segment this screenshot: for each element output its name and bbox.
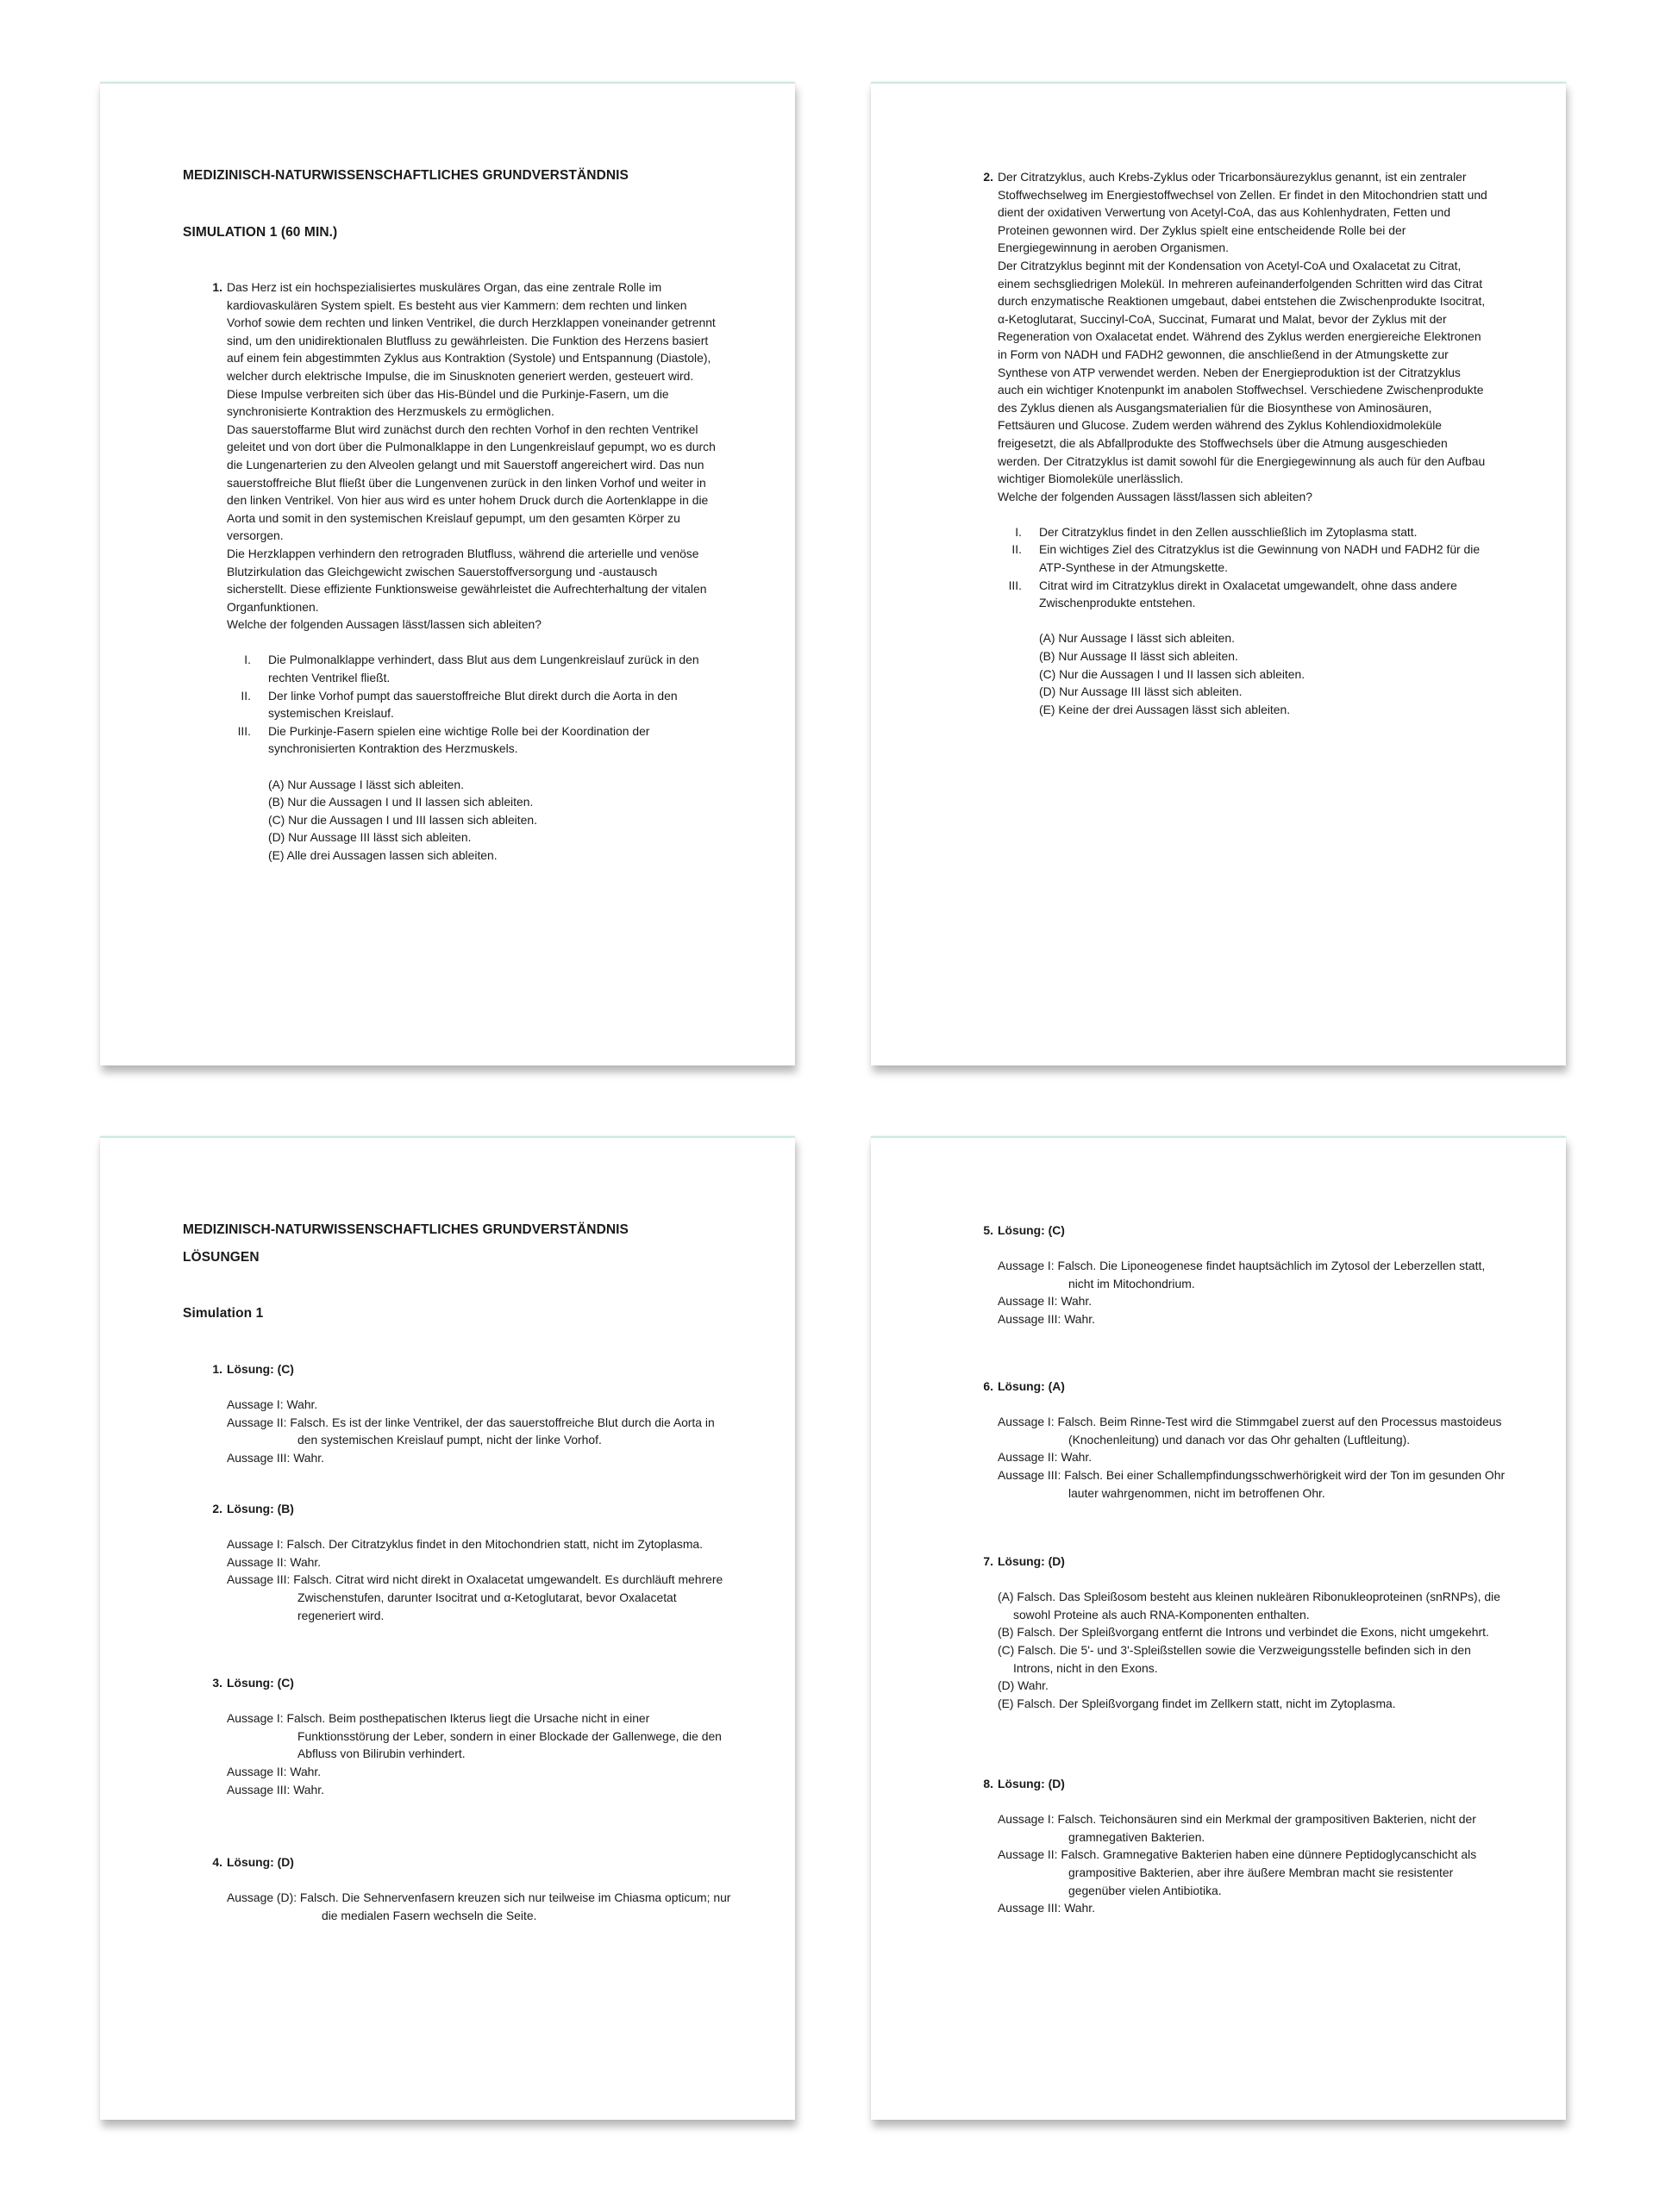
solution-number: 3. — [212, 1676, 222, 1690]
solution-entry: (C) Falsch. Die 5'- und 3'-Spleißstellen sowie die Verzweigungsstelle befinden sich in den Introns, nicht in den Exons. — [998, 1642, 1471, 1675]
page-title: MEDIZINISCH-NATURWISSENSCHAFTLICHES GRUNDVERSTÄNDNIS — [183, 1222, 629, 1237]
solution-heading: Lösung: (C) — [227, 1676, 294, 1690]
page-subtitle: SIMULATION 1 (60 MIN.) — [183, 225, 338, 240]
question-paragraph: Der Citratzyklus beginnt mit der Kondensation von Acetyl-CoA und Oxalacetat zu Citrat, einem sechsgliedrigen Molekül. In mehreren aufeinanderfolgenden Schritten wird das Citrat durch enzymatische Reaktionen umgebaut, dabei entstehen die Zwischenprodukte Isocitrat, α-Ketoglutarat, Succinyl-CoA, Succinat, Fumarat und Malat, bevor der Zyklus mit der Regeneration von Oxalacetat endet. Während des Zyklus werden energiereiche Elektronen in Form von NADH und FADH2 gewonnen, die anschließend in der Atmungskette zur Synthese von ATP verwendet werden. Neben der Energieproduktion ist der Citratzyklus auch ein wichtiger Knotenpunkt im anabolen Stoffwechsel. Verschiedene Zwischenprodukte des Zyklus dienen als Ausgangsmaterialien für die Biosynthese von Aminosäuren, Fettsäuren und Glucose. Zudem werden während des Zyklus Kohlendioxidmoleküle freigesetzt, die als Abfallprodukte des Stoffwechsels über die Atmung ausgeschieden werden. Der Citratzyklus ist damit sowohl für die Energiegewinnung als auch für den Aufbau wichtiger Biomoleküle unerlässlich. — [998, 258, 1486, 486]
solution-entry: Aussage III: Wahr. — [227, 1450, 324, 1465]
statement — [227, 651, 717, 686]
statement-text: Ein wichtiges Ziel des Citratzyklus ist die Gewinnung von NADH und FADH2 für die ATP-Synthese in der Atmungskette. — [1039, 542, 1481, 575]
statement-numeral: II. — [1011, 542, 1022, 557]
question-1 — [183, 278, 717, 865]
statement-list — [227, 651, 717, 758]
statement-text: Citrat wird im Citratzyklus direkt in Oxalacetat umgewandelt, ohne dass andere Zwischenprodukte entstehen. — [1039, 578, 1457, 610]
solution-heading: Lösung: (C) — [998, 1223, 1065, 1237]
statement-list — [998, 523, 1488, 612]
answer-option: (C) Nur die Aussagen I und II lassen sich ableiten. — [1039, 666, 1305, 681]
answer-option: (E) Alle drei Aussagen lassen sich ableiten. — [268, 848, 498, 862]
answer-option: (E) Keine der drei Aussagen lässt sich ableiten. — [1039, 702, 1291, 716]
solution-number: 6. — [983, 1379, 993, 1393]
solution-5 — [954, 1222, 1506, 1328]
statement-numeral: III. — [1008, 578, 1022, 592]
statement — [998, 541, 1488, 576]
solution-number: 5. — [983, 1223, 993, 1237]
statement-numeral: I. — [244, 653, 251, 667]
solution-entries — [227, 1709, 735, 1798]
question-2 — [954, 168, 1488, 718]
statement-numeral: I. — [1015, 524, 1022, 539]
solution-heading: Lösung: (B) — [227, 1502, 294, 1515]
solution-entry: Aussage III: Falsch. Citrat wird nicht direkt in Oxalacetat umgewandelt. Es durchläuft mehrere Zwischenstufen, darunter Isocitrat und α-Ketoglutarat, bevor Oxalacetat regeneriert wird. — [227, 1572, 723, 1622]
solution-entry: Aussage III: Wahr. — [227, 1782, 324, 1796]
answer-options — [268, 776, 717, 865]
document-page-4 — [871, 1136, 1566, 2120]
question-number: 2. — [983, 170, 993, 184]
solution-entry: Aussage I: Falsch. Teichonsäuren sind ein Merkmal der grampositiven Bakterien, nicht der gramnegativen Bakterien. — [998, 1812, 1476, 1844]
answer-option: (C) Nur die Aussagen I und III lassen sich ableiten. — [268, 812, 537, 827]
solution-7 — [954, 1553, 1506, 1712]
solution-6 — [954, 1378, 1506, 1502]
answer-option: (D) Nur Aussage III lässt sich ableiten. — [268, 830, 472, 845]
solution-entry: Aussage I: Falsch. Beim Rinne-Test wird die Stimmgabel zuerst auf den Processus mastoideus (Knochenleitung) und danach vor das Ohr gehalten (Luftleitung). — [998, 1415, 1502, 1447]
document-page-1 — [100, 82, 795, 1065]
solution-entry: Aussage I: Falsch. Beim posthepatischen Ikterus liegt die Ursache nicht in einer Funktionsstörung der Leber, sondern in einer Blockade der Gallenwege, die den Abfluss von Bilirubin verhindert. — [227, 1711, 722, 1761]
solution-heading: Lösung: (D) — [998, 1777, 1065, 1790]
answer-option: (A) Nur Aussage I lässt sich ableiten. — [1039, 631, 1235, 646]
solution-heading: Lösung: (A) — [998, 1379, 1065, 1393]
statement-text: Der Citratzyklus findet in den Zellen ausschließlich im Zytoplasma statt. — [1039, 524, 1418, 539]
solution-entries — [998, 1257, 1506, 1328]
statement — [998, 577, 1488, 612]
solution-entries — [227, 1889, 735, 1924]
question-prompt: Welche der folgenden Aussagen lässt/lassen sich ableiten? — [227, 617, 542, 632]
solution-number: 8. — [983, 1777, 993, 1790]
solution-entries — [998, 1413, 1506, 1502]
answer-option: (A) Nur Aussage I lässt sich ableiten. — [268, 777, 464, 791]
solution-entry: (A) Falsch. Das Spleißosom besteht aus kleinen nukleären Ribonukleoproteinen (snRNPs), die sowohl Proteine als auch RNA-Komponenten enthalten. — [998, 1590, 1500, 1622]
answer-option: (B) Nur die Aussagen I und II lassen sich ableiten. — [268, 795, 534, 809]
solution-entry: (D) Wahr. — [998, 1678, 1049, 1693]
solution-8 — [954, 1775, 1506, 1917]
solution-4 — [183, 1853, 735, 1924]
statement-numeral: II. — [241, 688, 251, 703]
solution-entry: Aussage II: Wahr. — [227, 1764, 322, 1778]
solution-number: 4. — [212, 1855, 222, 1869]
solution-entry: Aussage I: Falsch. Die Liponeogenese findet hauptsächlich im Zytosol der Leberzellen statt, nicht im Mitochondrium. — [998, 1259, 1486, 1290]
solution-entries — [998, 1810, 1506, 1917]
solution-2 — [183, 1500, 735, 1624]
solution-entries — [998, 1588, 1506, 1712]
section-heading: Simulation 1 — [183, 1306, 264, 1321]
solution-3 — [183, 1674, 735, 1798]
question-number: 1. — [212, 280, 222, 294]
question-paragraph: Das sauerstoffarme Blut wird zunächst durch den rechten Vorhof in den rechten Ventrikel geleitet und von dort über die Pulmonalklappe in den Lungenkreislauf gepumpt, wo es durch die Lungenarterien zu den Alveolen gelangt und mit Sauerstoff angereichert wird. Das nun sauerstoffreiche Blut fließt über die Lungenvenen zurück in den linken Vorhof und weiter in den linken Ventrikel. Von hier aus wird es unter hohem Druck durch die Aortenklappe in die Aorta und somit in den systemischen Kreislauf gepumpt, um den gesamten Körper zu versorgen. — [227, 422, 716, 543]
solution-heading: Lösung: (D) — [227, 1855, 294, 1869]
solution-number: 7. — [983, 1554, 993, 1568]
question-paragraph: Das Herz ist ein hochspezialisiertes muskuläres Organ, das eine zentrale Rolle im kardiovaskulären System spielt. Es besteht aus vier Kammern: dem rechten und linken Vorhof sowie dem rechten und linken Ventrikel, die durch Herzklappen voneinander getrennt sind, um den unidirektionalen Blutfluss zu gewährleisten. Die Funktion des Herzens basiert auf einem fein abgestimmten Zyklus aus Kontraktion (Systole) und Entspannung (Diastole), welcher durch elektrische Impulse, die im Sinusknoten generiert werden, gesteuert wird. Diese Impulse verbreiten sich über das His-Bündel und die Purkinje-Fasern, um die synchronisierte Kontraktion des Herzmuskels zu ermöglichen. — [227, 280, 716, 419]
solution-entry: Aussage III: Wahr. — [998, 1901, 1095, 1915]
statement-text: Der linke Vorhof pumpt das sauerstoffreiche Blut direkt durch die Aorta in den systemischen Kreislauf. — [268, 688, 678, 721]
solution-number: 1. — [212, 1362, 222, 1376]
question-paragraph: Der Citratzyklus, auch Krebs-Zyklus oder Tricarbonsäurezyklus genannt, ist ein zentraler Stoffwechselweg im Energiestoffwechsel von Zellen. Er findet in den Mitochondrien statt und dient der oxidativen Verwertung von Acetyl-CoA, das aus Kohlenhydraten, Fetten und Proteinen gewonnen wird. Der Zyklus spielt eine entscheidende Rolle bei der Energiegewinnung in aeroben Organismen. — [998, 170, 1487, 255]
solution-entries — [227, 1396, 735, 1466]
solution-entry: Aussage I: Falsch. Der Citratzyklus findet in den Mitochondrien statt, nicht im Zytoplasma. — [227, 1537, 703, 1552]
answer-option: (D) Nur Aussage III lässt sich ableiten. — [1039, 684, 1243, 699]
solution-entry: Aussage III: Wahr. — [998, 1311, 1095, 1326]
question-prompt: Welche der folgenden Aussagen lässt/lassen sich ableiten? — [998, 489, 1312, 503]
page-title: MEDIZINISCH-NATURWISSENSCHAFTLICHES GRUNDVERSTÄNDNIS — [183, 168, 629, 183]
statement — [998, 523, 1488, 541]
solution-entry: Aussage II: Wahr. — [998, 1294, 1093, 1309]
solution-heading: Lösung: (D) — [998, 1554, 1065, 1568]
solution-entry: Aussage III: Falsch. Bei einer Schallempfindungsschwerhörigkeit wird der Ton im gesunden Ohr lauter wahrgenommen, nicht im betroffenen Ohr. — [998, 1467, 1506, 1500]
statement-numeral: III. — [237, 723, 251, 738]
statement — [227, 687, 717, 722]
statement-text: Die Pulmonalklappe verhindert, dass Blut aus dem Lungenkreislauf zurück in den rechten Ventrikel fließt. — [268, 653, 699, 685]
solution-entry: Aussage (D): Falsch. Die Sehnervenfasern kreuzen sich nur teilweise im Chiasma opticum; nur die medialen Fasern wechseln die Seite. — [227, 1890, 731, 1922]
page-subtitle: LÖSUNGEN — [183, 1250, 260, 1265]
solution-entry: Aussage II: Falsch. Gramnegative Bakterien haben eine dünnere Peptidoglycanschicht als grampositive Bakterien, aber ihre äußere Membran macht sie resistenter gegenüber vielen Antibiotika. — [998, 1847, 1477, 1897]
solution-entries — [227, 1535, 735, 1624]
statement — [227, 722, 717, 758]
document-page-3 — [100, 1136, 795, 2120]
solution-entry: Aussage I: Wahr. — [227, 1397, 318, 1412]
solution-entry: Aussage II: Wahr. — [998, 1450, 1093, 1465]
statement-text: Die Purkinje-Fasern spielen eine wichtige Rolle bei der Koordination der synchronisierten Kontraktion des Herzmuskels. — [268, 723, 650, 756]
solution-1 — [183, 1360, 735, 1467]
solution-entry: (E) Falsch. Der Spleißvorgang findet im Zellkern statt, nicht im Zytoplasma. — [998, 1696, 1396, 1710]
answer-option: (B) Nur Aussage II lässt sich ableiten. — [1039, 649, 1238, 664]
solution-entry: Aussage II: Falsch. Es ist der linke Ventrikel, der das sauerstoffreiche Blut durch die Aorta in den systemischen Kreislauf pumpt, nicht der linke Vorhof. — [227, 1415, 715, 1447]
question-paragraph: Die Herzklappen verhindern den retrograden Blutfluss, während die arterielle und venöse Blutzirkulation das Gleichgewicht zwischen Sauerstoffversorgung und -austausch sicherstellt. Diese effiziente Funktionsweise gewährleistet die Aufrechterhaltung der vitalen Organfunktionen. — [227, 546, 707, 614]
solution-number: 2. — [212, 1502, 222, 1515]
solution-heading: Lösung: (C) — [227, 1362, 294, 1376]
solution-entry: (B) Falsch. Der Spleißvorgang entfernt die Introns und verbindet die Exons, nicht umgekehrt. — [998, 1625, 1489, 1640]
document-page-2 — [871, 82, 1566, 1065]
solution-entry: Aussage II: Wahr. — [227, 1554, 322, 1569]
answer-options — [1039, 629, 1488, 718]
